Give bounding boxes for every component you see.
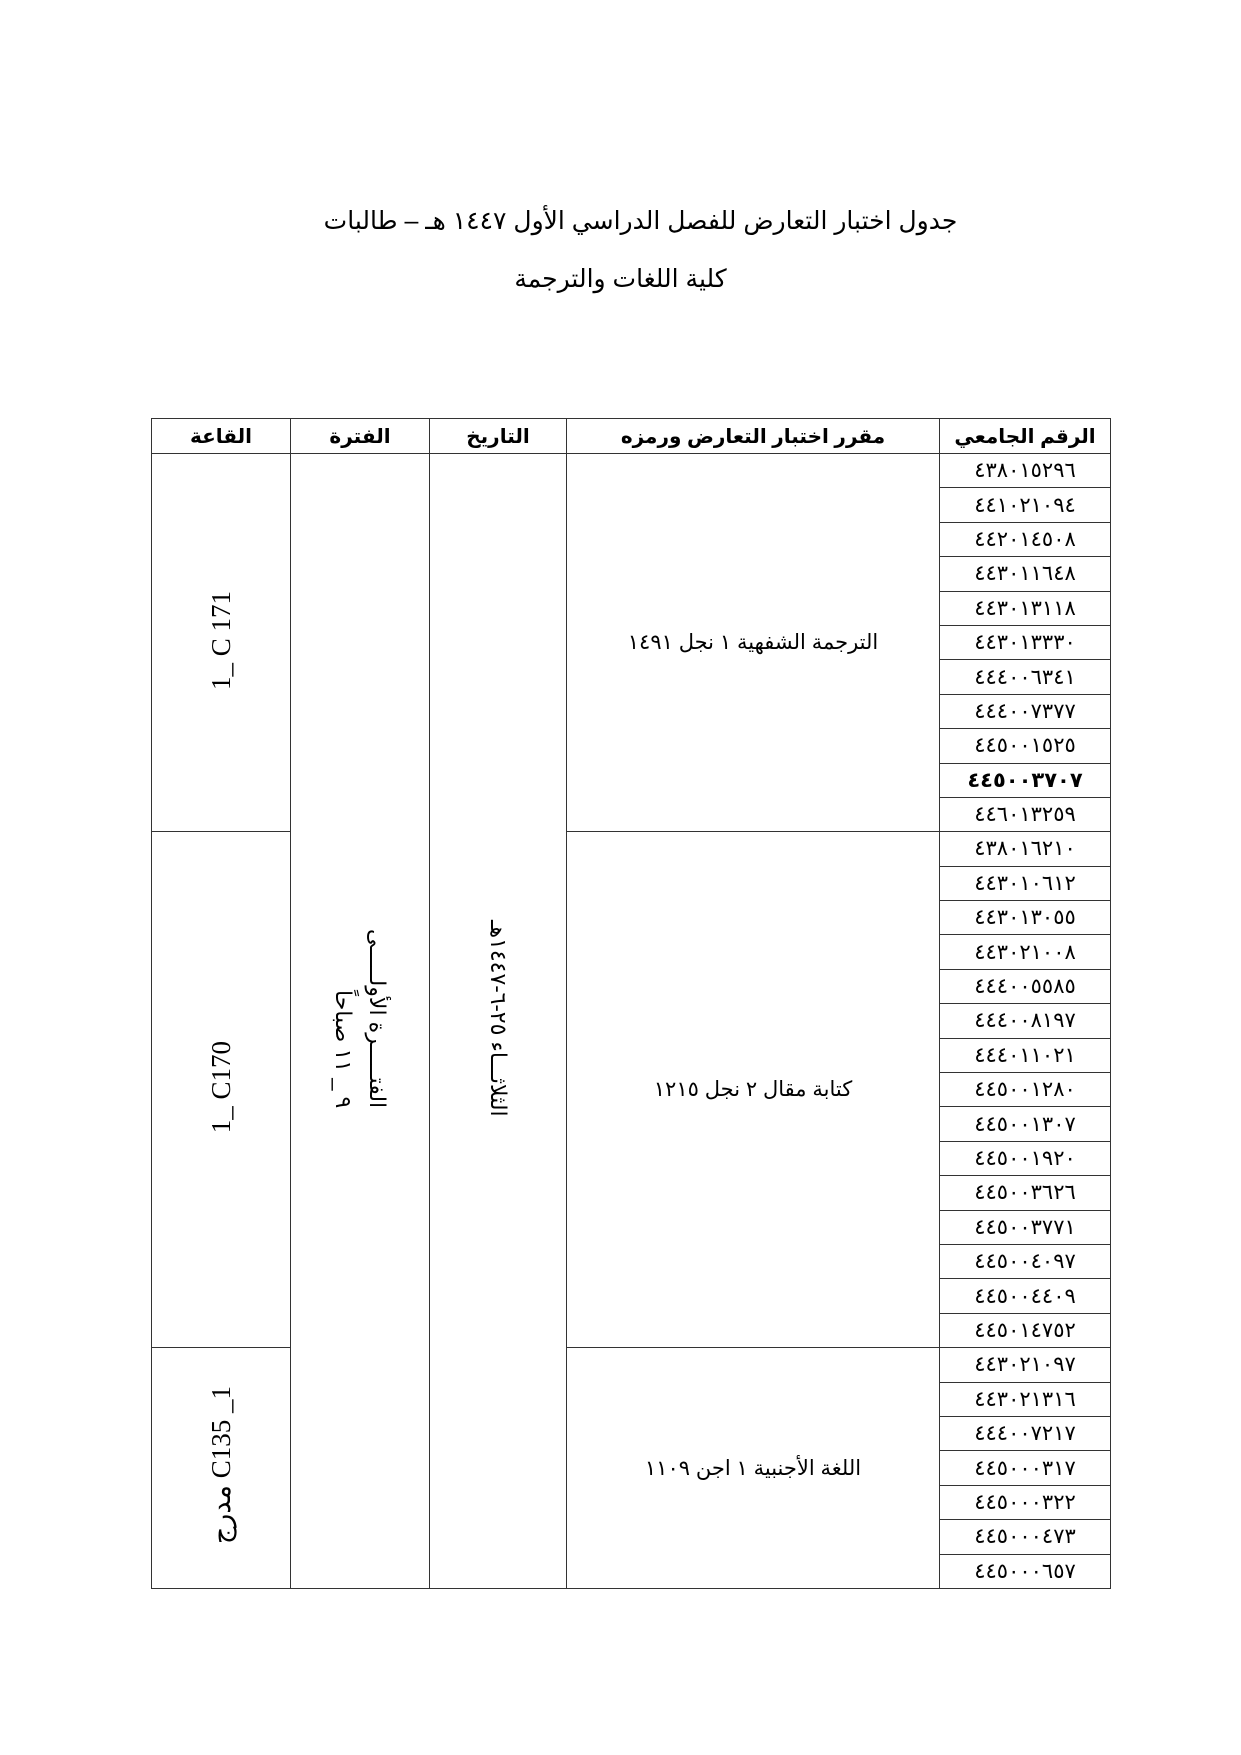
header-room: القاعة: [152, 419, 291, 454]
header-course: مقرر اختبار التعارض ورمزه: [567, 419, 940, 454]
student-id-cell: ٤٤٤٠٠٥٥٨٥: [940, 969, 1111, 1003]
student-id-cell: ٤٤٥٠٠١٣٠٧: [940, 1107, 1111, 1141]
student-id-cell: ٤٤٥٠٠٣٧٠٧: [940, 763, 1111, 797]
student-id-cell: ٤٤٤٠٠٨١٩٧: [940, 1004, 1111, 1038]
student-id-cell: ٤٤٥٠٠١٢٨٠: [940, 1073, 1111, 1107]
exam-date: الثلاثـــاء ٢٥-٦-١٤٤٧هـ: [486, 920, 511, 1117]
student-id-cell: ٤٤٥٠٠٤٠٩٧: [940, 1244, 1111, 1278]
room-label: 1_ C 171: [205, 590, 236, 690]
course-cell: كتابة مقال ٢ نجل ١٢١٥: [567, 832, 940, 1348]
student-id-cell: ٤٤٥٠٠٣٦٢٦: [940, 1176, 1111, 1210]
document-title: جدول اختبار التعارض للفصل الدراسي الأول ١٤٤٧ هـ – طالبات: [323, 207, 958, 235]
student-id-cell: ٤٤٤٠٠٦٣٤١: [940, 660, 1111, 694]
student-id-cell: ٤٤٤٠١١٠٢١: [940, 1038, 1111, 1072]
room-label: 1_ C135 مدرج: [206, 1386, 236, 1545]
table-row: [152, 454, 1111, 488]
date-cell: [430, 454, 567, 1589]
student-id-cell: ٤٤٦٠١٣٢٥٩: [940, 797, 1111, 831]
document-subtitle: كلية اللغات والترجمة: [514, 265, 727, 293]
header-row: [152, 419, 1111, 454]
student-id-cell: ٤٤٣٠١٣٣٣٠: [940, 625, 1111, 659]
student-id-cell: ٤٤٥٠٠٤٤٠٩: [940, 1279, 1111, 1313]
student-id-cell: ٤٤٣٠٢١٠٩٧: [940, 1348, 1111, 1382]
student-id-cell: ٤٤٥٠٠٠٣١٧: [940, 1451, 1111, 1485]
student-id-cell: ٤٤٣٠٢١٣١٦: [940, 1382, 1111, 1416]
room-cell: [152, 832, 291, 1348]
room-cell: [152, 1348, 291, 1589]
student-id-cell: ٤٤٣٠١١٦٤٨: [940, 557, 1111, 591]
period-name: الفتـــــرة الأولـــــى: [365, 928, 390, 1109]
student-id-cell: ٤٤٤٠٠٧٢١٧: [940, 1416, 1111, 1450]
student-id-cell: ٤٤٥٠٠٠٦٥٧: [940, 1554, 1111, 1588]
student-id-cell: ٤٤١٠٢١٠٩٤: [940, 488, 1111, 522]
course-cell: الترجمة الشفهية ١ نجل ١٤٩١: [567, 454, 940, 832]
student-id-cell: ٤٤٥٠٠١٩٢٠: [940, 1141, 1111, 1175]
header-date: التاريخ: [430, 419, 567, 454]
student-id-cell: ٤٤٣٠١٣٠٥٥: [940, 901, 1111, 935]
student-id-cell: ٤٤٥٠٠٠٤٧٣: [940, 1520, 1111, 1554]
exam-schedule-table: [151, 418, 1111, 1589]
student-id-cell: ٤٤٣٠٢١٠٠٨: [940, 935, 1111, 969]
room-label: 1_ C170: [205, 1041, 236, 1134]
student-id-cell: ٤٤٣٠١٣١١٨: [940, 591, 1111, 625]
student-id-cell: ٤٤٥٠٠١٥٢٥: [940, 729, 1111, 763]
student-id-cell: ٤٣٨٠١٦٢١٠: [940, 832, 1111, 866]
student-id-cell: ٤٤٣٠١٠٦١٢: [940, 866, 1111, 900]
header-student-id: الرقم الجامعي: [940, 419, 1111, 454]
student-id-cell: ٤٤٥٠١٤٧٥٢: [940, 1313, 1111, 1347]
course-cell: اللغة الأجنبية ١ اجن ١١٠٩: [567, 1348, 940, 1589]
student-id-cell: ٤٣٨٠١٥٢٩٦: [940, 454, 1111, 488]
room-cell: [152, 454, 291, 832]
header-period: الفترة: [291, 419, 430, 454]
student-id-cell: ٤٤٢٠١٤٥٠٨: [940, 522, 1111, 556]
student-id-cell: ٤٤٥٠٠٠٣٢٢: [940, 1485, 1111, 1519]
period-time: ٩ _ ١١ صباحاً: [331, 989, 356, 1109]
student-id-cell: ٤٤٤٠٠٧٣٧٧: [940, 694, 1111, 728]
period-cell: [291, 454, 430, 1589]
student-id-cell: ٤٤٥٠٠٣٧٧١: [940, 1210, 1111, 1244]
